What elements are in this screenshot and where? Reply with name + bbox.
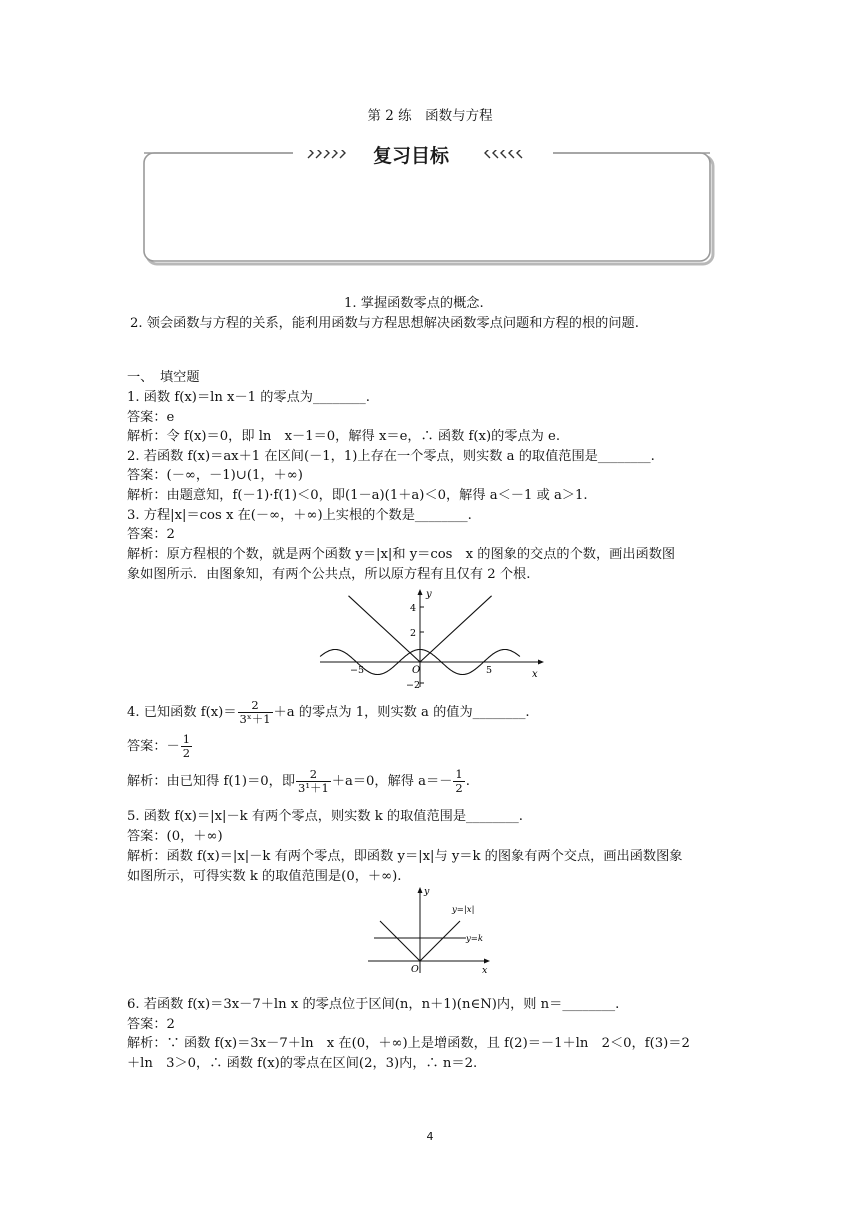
graph1-tick-x-neg5: −5	[350, 665, 365, 676]
answer-6: 答案：2	[127, 1017, 175, 1032]
answer-2: 答案：(－∞，－1)∪(1，＋∞)	[127, 468, 303, 483]
objective-2: 2. 领会函数与方程的关系，能利用函数与方程思想解决函数零点问题和方程的根的问题.	[130, 316, 639, 331]
graph2-x-label: x	[482, 965, 488, 975]
solution-3-line-2: 象如图所示．由图象知，有两个公共点，所以原方程有且仅有 2 个根.	[127, 567, 531, 582]
section-heading: 一、 填空题	[127, 370, 200, 385]
answer-1: 答案：e	[127, 410, 175, 425]
graph2-origin: O	[411, 964, 419, 975]
page-title: 第 2 练 函数与方程	[367, 108, 493, 124]
graph1-x-label: x	[532, 669, 538, 680]
graph2-label-k: y=k	[466, 934, 484, 944]
question-6: 6. 若函数 f(x)＝3x－7＋ln x 的零点位于区间(n，n＋1)(n∈N)内，则 n＝________.	[127, 997, 620, 1012]
question-1: 1. 函数 f(x)＝ln x－1 的零点为________.	[127, 390, 370, 405]
solution-1: 解析：令 f(x)＝0，即 ln x－1＝0，解得 x＝e，∴ 函数 f(x)的零点为 e.	[127, 429, 561, 444]
solution-5-line-2: 如图所示，可得实数 k 的取值范围是(0，＋∞).	[127, 869, 402, 884]
question-4: 4. 已知函数 f(x)＝ $\frac{2}{\text{3ˣ＋1}}$ ＋a 的零点为 1，则实数 a 的值为________.	[127, 698, 530, 726]
answer-3: 答案：2	[127, 527, 175, 542]
question-5: 5. 函数 f(x)＝|x|－k 有两个零点，则实数 k 的取值范围是________.	[127, 809, 523, 824]
q4-fraction: $\frac{2}{\text{3ˣ＋1}}$	[239, 698, 271, 726]
graph1-tick-y-neg2: −2	[406, 680, 421, 691]
solution-3-line-1: 解析：原方程根的个数，就是两个函数 y＝|x|和 y＝cos x 的图象的交点的个数，画出函数图	[127, 547, 676, 562]
graph1-tick-x-5: 5	[486, 665, 493, 676]
graph-abs-cos	[316, 585, 546, 695]
solution-5-line-1: 解析：函数 f(x)＝|x|－k 有两个零点，即函数 y＝|x|与 y＝k 的图象有两个交点，画出函数图象	[127, 849, 683, 864]
question-2: 2. 若函数 f(x)＝ax＋1 在区间(－1，1)上存在一个零点，则实数 a 的取值范围是________.	[127, 449, 655, 464]
answer-5: 答案：(0，＋∞)	[127, 829, 223, 844]
page-number: 4	[426, 1130, 434, 1143]
graph-abs-k	[366, 883, 494, 975]
graph1-tick-y-2: 2	[410, 628, 417, 639]
graph1-origin: O	[412, 665, 421, 676]
answer-4: 答案：－ $\frac{1}{2}$	[127, 732, 191, 760]
question-3: 3. 方程|x|＝cos x 在(－∞，＋∞)上实根的个数是________.	[127, 508, 472, 523]
graph1-y-label: y	[426, 589, 432, 600]
graph2-label-abs: y=|x|	[452, 905, 475, 915]
s4-fraction-1: $\frac{2}{\text{3¹＋1}}$	[298, 767, 329, 795]
objective-1: 1. 掌握函数零点的概念.	[344, 296, 484, 311]
solution-6-line-2: ＋ln 3＞0，∴ 函数 f(x)的零点在区间(2，3)内，∴ n＝2.	[127, 1056, 478, 1071]
solution-2: 解析：由题意知，f(－1)·f(1)＜0，即(1－a)(1＋a)＜0，解得 a＜－1 或 a＞1.	[127, 488, 588, 503]
graph2-y-label: y	[424, 886, 430, 897]
s4-fraction-2: $\frac{1}{2}$	[455, 767, 463, 795]
banner-heading: 复习目标	[372, 145, 449, 167]
a4-fraction: $\frac{1}{2}$	[182, 732, 191, 760]
solution-6-line-1: 解析：∵ 函数 f(x)＝3x－7＋ln x 在(0，＋∞)上是增函数，且 f(2)＝－1＋ln 2＜0，f(3)＝2	[127, 1036, 690, 1051]
solution-4: 解析：由已知得 f(1)＝0，即 $\frac{2}{\text{3¹＋1}}$ ＋a＝0，解得 a＝－ $\frac{1}{2}$ .	[127, 767, 470, 795]
graph1-tick-y-4: 4	[410, 603, 417, 614]
